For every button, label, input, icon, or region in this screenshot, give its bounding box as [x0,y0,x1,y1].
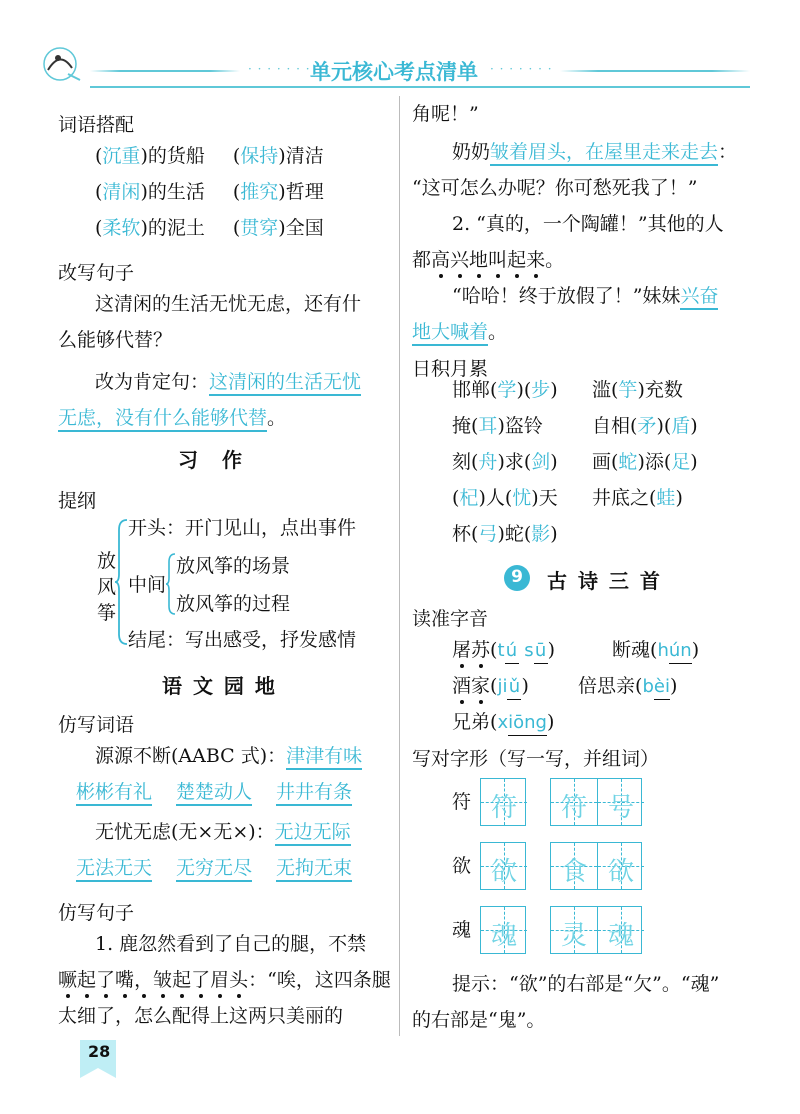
gaixie-line-2: 么能够代替？ [58,329,173,351]
r-line-4: 2. “真的，一个陶罐！”其他的人 [452,213,724,235]
section-heading-duzhun: 读准字音 [412,608,489,630]
header-dots: · · · · · · · [248,62,311,76]
lesson-number: 9 [511,567,523,587]
r-line-1: 角呢！” [412,103,479,125]
header-underline [90,86,750,88]
pinyin-xiongdi: 兄弟(xiōng) [452,710,554,736]
idiom: 邯郸(学)(步) [452,379,558,401]
idiom: 滥(竽)充数 [592,379,683,401]
header-line-left [90,70,240,72]
section-heading-tigang: 提纲 [58,490,97,512]
idiom: 杯(弓)蛇(影) [452,523,558,545]
fangxie-ju-line-1: 1. 鹿忽然看到了自己的腿，不禁 [95,933,367,955]
r-line-7: 地大喊着。 [412,320,507,344]
practice-char: 食 [560,857,587,887]
dotted-phrase: 噘起了嘴，皱起了眉头 [58,969,249,991]
practice-char: 欲 [607,857,634,887]
practice-char: 欲 [490,857,517,887]
idiom: (杞)人(忧)天 [452,487,558,509]
r-line-5: 都高兴地叫起来。 [412,249,565,271]
r-line-3: “这可怎么办呢？你可愁死我了！” [412,177,698,199]
gaixie-answer-1: 改为肯定句：这清闲的生活无忧 [95,370,361,394]
fangxie-ci-1: 源源不断(AABC 式)：津津有味 [95,744,362,768]
idiom: 掩(耳)盗铃 [452,415,543,437]
section-heading-riji: 日积月累 [412,358,489,380]
outline-root: 放 风 筝 [97,550,117,624]
section-heading-fangxie-ju: 仿写句子 [58,902,135,924]
pinyin-tusu: 屠苏(tú sū) [452,638,555,664]
ciyu-row-2: (清闲)的生活 (推究)哲理 [95,181,324,203]
pinyin-jiujia: 酒家(jiǔ) [452,674,529,700]
idiom: 井底之(蛙) [592,487,683,509]
tip-line-1: 提示：“欲”的右部是“欠”。“魂” [452,973,720,995]
r-line-6: “哈哈！终于放假了！”妹妹兴奋 [452,284,718,308]
practice-char: 符 [490,793,517,823]
tianzige-grid [550,842,642,890]
tianzige-grid [480,842,526,890]
fangxie-ci-1-answers: 彬彬有礼 楚楚动人 井井有条 [76,780,352,804]
dotted-phrase-r: 高兴地叫起来 [431,249,546,271]
idiom: 自相(矛)(盾) [592,415,698,437]
outline-mid: 中间 [128,574,167,596]
fangxie-ci-2-answers: 无法无天 无穷无尽 无拘无束 [76,856,352,880]
section-heading-gaixie: 改写句子 [58,262,135,284]
practice-char: 魂 [490,921,517,951]
header-line-right [560,70,750,72]
practice-char: 灵 [560,921,587,951]
char-label: 魂 [452,919,472,941]
outline-brace [115,518,129,650]
practice-char: 符 [560,793,587,823]
outline-end: 结尾：写出感受，抒发感情 [128,629,357,651]
page-number: 28 [88,1042,111,1061]
section-heading-xiedui: 写对字形（写一写，并组词） [412,748,660,770]
title-xizuo: 习 作 [178,448,244,472]
lesson-title: 古 诗 三 首 [547,569,662,593]
column-divider [399,96,400,1036]
outline-mid-brace [166,552,176,620]
outline-mid-2: 放风筝的过程 [176,593,291,615]
char-label: 符 [452,791,472,813]
header-title: 单元核心考点清单 [310,60,478,84]
idiom: 画(蛇)添(足) [592,451,698,473]
practice-char: 魂 [607,921,634,951]
gaixie-answer-2: 无虑，没有什么能够代替。 [58,406,286,430]
fangxie-ci-2: 无忧无虑(无×无×)：无边无际 [95,820,351,844]
fangxie-ju-line-2: 噘起了嘴，皱起了眉头：“唉，这四条腿 [58,969,391,991]
r-line-2: 奶奶皱着眉头，在屋里走来走去： [452,140,737,164]
outline-begin: 开头：开门见山，点出事件 [128,517,357,539]
idiom: 刻(舟)求(剑) [452,451,558,473]
title-yuwen: 语 文 园 地 [162,674,277,698]
tianzige-grid [480,906,526,954]
char-label: 欲 [452,855,472,877]
outline-mid-1: 放风筝的场景 [176,555,291,577]
tianzige-grid [480,778,526,826]
logo-icon [38,44,86,84]
section-heading-fangxie-ci: 仿写词语 [58,714,135,736]
pinyin-duanhun: 断魂(hún) [612,638,699,664]
ciyu-row-3: (柔软)的泥土 (贯穿)全国 [95,217,324,239]
practice-char: 号 [607,793,634,823]
gaixie-line-1: 这清闲的生活无忧无虑，还有什 [95,293,362,315]
section-heading-ciyu: 词语搭配 [58,114,135,136]
header-dots-right: · · · · · · · [490,62,553,76]
tip-line-2: 的右部是“鬼”。 [412,1009,546,1031]
tianzige-grid [550,778,642,826]
ciyu-row-1: (沉重)的货船 (保持)清洁 [95,145,324,167]
fangxie-ju-line-3: 太细了，怎么配得上这两只美丽的 [58,1005,344,1027]
pinyin-beisi: 倍思亲(bèi) [578,674,677,700]
tianzige-grid [550,906,642,954]
